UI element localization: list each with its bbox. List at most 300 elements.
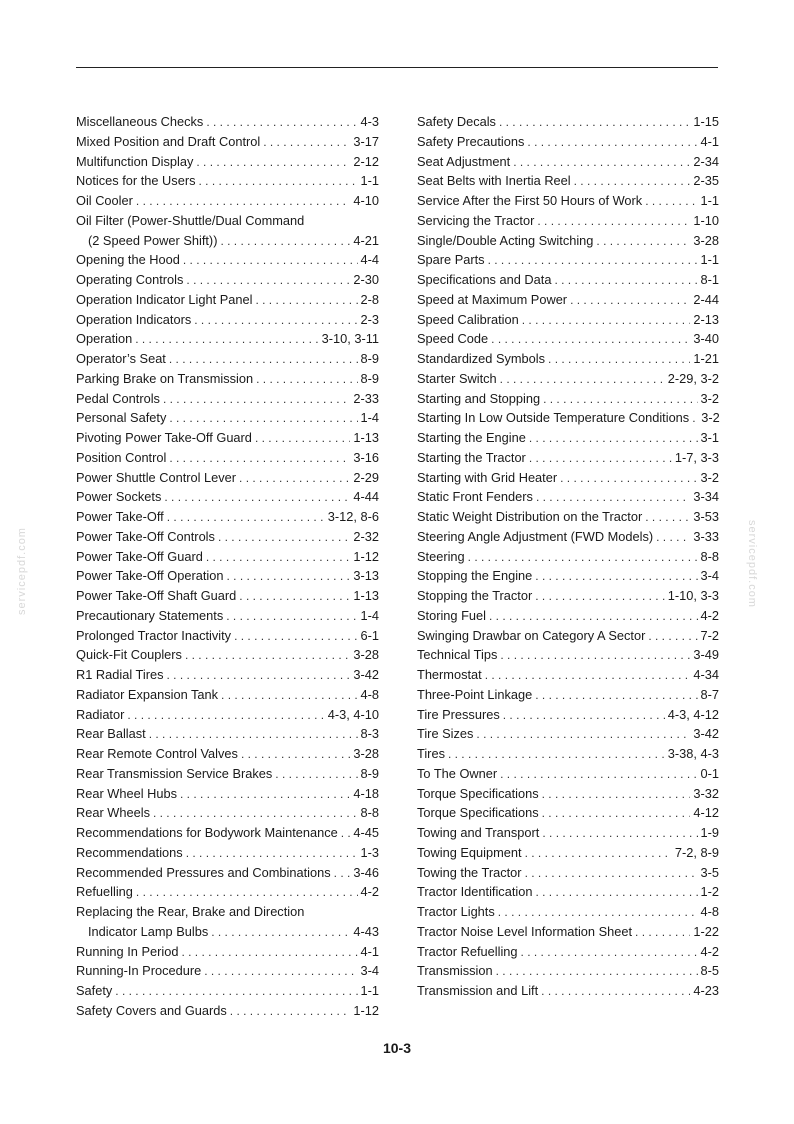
index-page-ref: 4-23 <box>693 983 719 998</box>
dot-leader <box>525 844 672 864</box>
index-term: Rear Wheels <box>76 805 150 821</box>
dot-leader <box>341 824 351 844</box>
index-entry <box>76 823 379 843</box>
dot-leader <box>239 469 350 489</box>
index-entry <box>417 724 719 744</box>
index-page-ref: 2-34 <box>693 153 719 169</box>
index-page-ref: 2-29 <box>353 469 379 485</box>
index-page-ref: 3-53 <box>693 509 719 524</box>
index-entry <box>76 645 379 665</box>
index-entry <box>76 626 379 646</box>
dot-leader <box>263 133 350 153</box>
index-term: To The Owner <box>417 765 498 781</box>
index-term: Rear Remote Control Valves <box>76 746 238 761</box>
index-term: Starting the Engine <box>417 430 526 445</box>
index-page-ref: 1-7, 3-3 <box>674 449 719 465</box>
index-page-ref: 4-3, 4-12 <box>667 706 719 722</box>
dot-leader <box>186 844 358 864</box>
index-term: Servicing the Tractor <box>417 212 535 228</box>
index-term: Speed Calibration <box>417 311 519 327</box>
dot-leader <box>513 153 690 173</box>
index-term: Starter Switch <box>417 370 497 386</box>
index-term: Transmission <box>417 963 493 979</box>
index-entry <box>76 290 379 310</box>
index-page-ref: 3-2 <box>700 469 719 485</box>
dot-leader <box>275 765 357 785</box>
dot-leader <box>521 943 698 963</box>
index-term: Operator’s Seat <box>76 351 166 366</box>
dot-leader <box>196 153 350 173</box>
index-term: Radiator Expansion Tank <box>76 686 219 702</box>
index-term: Safety Covers and Guards <box>76 1002 227 1018</box>
index-entry <box>76 705 379 725</box>
index-entry <box>76 369 379 389</box>
index-page-ref: 2-30 <box>353 272 379 287</box>
index-entry <box>76 507 379 527</box>
index-term: (2 Speed Power Shift)) <box>88 232 218 248</box>
index-term: Replacing the Rear, Brake and Direction <box>76 904 305 919</box>
index-page-ref: 4-4 <box>360 252 379 268</box>
index-entry <box>417 981 719 1001</box>
dot-leader <box>164 488 350 508</box>
dot-leader <box>136 192 350 212</box>
index-term: Tractor Lights <box>417 904 495 919</box>
index-page-ref: 4-18 <box>353 785 379 801</box>
index-entry <box>76 744 379 764</box>
watermark-left: servicepdf.com <box>16 527 28 615</box>
index-entry <box>76 803 379 823</box>
index-term: Oil Cooler <box>76 193 133 208</box>
dot-leader <box>570 291 690 311</box>
index-page-ref: 8-9 <box>360 765 379 781</box>
index-term: Operating Controls <box>76 272 184 287</box>
index-term: Torque Specifications <box>417 805 539 821</box>
index-page-ref: 1-10, 3-3 <box>667 588 719 603</box>
index-entry <box>417 665 719 685</box>
index-page-ref: 1-1 <box>360 983 379 998</box>
index-term: Torque Specifications <box>417 785 539 801</box>
index-term: Towing Equipment <box>417 844 522 860</box>
index-term: Recommendations <box>76 844 183 860</box>
dot-leader <box>180 785 350 805</box>
index-term: Miscellaneous Checks <box>76 114 204 129</box>
index-page-ref: 4-44 <box>353 489 379 505</box>
index-entry <box>417 922 719 942</box>
dot-leader <box>183 251 358 271</box>
index-entry <box>417 507 719 527</box>
index-term: Tire Pressures <box>417 706 500 722</box>
dot-leader <box>498 903 698 923</box>
index-page-ref: 8-8 <box>700 548 719 564</box>
index-term: Static Front Fenders <box>417 489 533 505</box>
index-page-ref: 2-29, 3-2 <box>667 370 719 386</box>
index-entry <box>76 408 379 428</box>
index-entry <box>76 191 379 211</box>
index-term: Transmission and Lift <box>417 983 539 998</box>
index-term: Tire Sizes <box>417 726 474 742</box>
index-entry <box>76 606 379 626</box>
dot-leader <box>241 745 350 765</box>
index-page-ref: 8-8 <box>360 805 379 821</box>
index-page-ref: 2-13 <box>693 311 719 327</box>
index-page-ref: 1-4 <box>360 410 379 426</box>
index-term: Refuelling <box>76 884 133 900</box>
index-entry <box>417 547 719 567</box>
dot-leader <box>535 587 665 607</box>
dot-leader <box>169 409 357 429</box>
index-entry <box>76 487 379 507</box>
index-page-ref: 8-3 <box>360 726 379 742</box>
index-term: Power Take-Off Guard <box>76 548 203 564</box>
dot-leader <box>181 943 357 963</box>
index-term: Tractor Noise Level Information Sheet <box>417 923 633 939</box>
dot-leader <box>127 706 324 726</box>
dot-leader <box>448 745 665 765</box>
index-entry <box>76 527 379 547</box>
index-entry <box>76 586 379 606</box>
dot-leader <box>163 390 350 410</box>
index-page-ref: 1-12 <box>353 1002 379 1018</box>
index-term: Personal Safety <box>76 410 167 426</box>
index-term: Swinging Drawbar on Category A Sector <box>417 627 646 643</box>
index-entry <box>417 231 719 251</box>
dot-leader <box>185 646 350 666</box>
index-page-ref: 1-10 <box>693 212 719 228</box>
dot-leader <box>692 409 698 429</box>
index-page-ref: 4-2 <box>700 607 719 623</box>
index-page-ref: 8-7 <box>700 686 719 702</box>
index-page-ref: 3-49 <box>693 647 719 663</box>
dot-leader <box>496 962 698 982</box>
index-page-ref: 1-9 <box>700 825 719 840</box>
index-term: Parking Brake on Transmission <box>76 370 254 386</box>
index-term: Thermostat <box>417 667 482 682</box>
index-entry <box>76 211 379 251</box>
index-term: Multifunction Display <box>76 153 194 169</box>
index-term: Speed at Maximum Power <box>417 291 568 307</box>
index-entry <box>76 981 379 1001</box>
index-page-ref: 3-40 <box>693 331 719 347</box>
index-entry <box>417 250 719 270</box>
index-entry <box>417 132 719 152</box>
index-term: Prolonged Tractor Inactivity <box>76 627 232 643</box>
dot-leader <box>648 627 697 647</box>
index-entry <box>417 310 719 330</box>
index-term: Three-Point Linkage <box>417 686 533 702</box>
index-entry <box>417 705 719 725</box>
index-entry <box>76 428 379 448</box>
index-page-ref: 3-12, 8-6 <box>327 509 379 524</box>
index-entry <box>417 112 719 132</box>
dot-leader <box>153 804 358 824</box>
dot-leader <box>218 528 350 548</box>
index-term: Rear Transmission Service Brakes <box>76 765 273 781</box>
index-entry <box>76 310 379 330</box>
dot-leader <box>542 824 697 844</box>
index-page-ref: 3-2 <box>701 410 720 426</box>
index-entry <box>417 882 719 902</box>
dot-leader <box>535 567 697 587</box>
index-page-ref: 4-3 <box>360 114 379 129</box>
index-entry <box>417 389 719 409</box>
index-page-ref: 2-44 <box>693 291 719 307</box>
dot-leader <box>211 923 350 943</box>
index-page-ref: 3-4 <box>360 963 379 979</box>
index-entry <box>76 468 379 488</box>
index-term: Precautionary Statements <box>76 607 224 623</box>
dot-leader <box>525 864 698 884</box>
dot-leader <box>115 982 357 1002</box>
dot-leader <box>527 133 697 153</box>
index-entry <box>417 329 719 349</box>
index-entry <box>76 270 379 290</box>
dot-leader <box>476 725 690 745</box>
index-term: Operation <box>76 331 133 347</box>
dot-leader <box>220 232 350 252</box>
index-entry <box>76 724 379 744</box>
index-column-left <box>76 112 379 1021</box>
dot-leader <box>226 567 350 587</box>
index-entry <box>417 487 719 507</box>
index-entry <box>417 270 719 290</box>
index-page-ref: 4-2 <box>360 884 379 900</box>
index-entry <box>417 843 719 863</box>
index-page-ref: 4-34 <box>693 667 719 682</box>
index-term: Stopping the Tractor <box>417 588 533 603</box>
index-page-ref: 4-2 <box>700 943 719 959</box>
dot-leader <box>198 172 357 192</box>
index-page-ref: 1-1 <box>700 252 719 268</box>
index-term: R1 Radial Tires <box>76 667 164 682</box>
index-page-ref: 7-2, 8-9 <box>674 844 719 860</box>
dot-leader <box>596 232 690 252</box>
index-term: Specifications and Data <box>417 272 552 287</box>
index-page-ref: 3-42 <box>693 726 719 742</box>
index-term: Seat Adjustment <box>417 153 511 169</box>
index-page-ref: 1-22 <box>693 923 719 939</box>
index-entry <box>417 823 719 843</box>
dot-leader <box>166 666 350 686</box>
index-term: Single/Double Acting Switching <box>417 232 594 248</box>
index-page-ref: 3-5 <box>700 864 719 880</box>
index-page-ref: 1-1 <box>700 193 719 208</box>
dot-leader <box>554 271 697 291</box>
index-entry <box>76 547 379 567</box>
index-page-ref: 3-10, 3-11 <box>321 331 379 347</box>
index-term: Steering Angle Adjustment (FWD Models) <box>417 528 654 544</box>
dot-leader <box>234 627 357 647</box>
index-entry <box>417 586 719 606</box>
dot-leader <box>226 607 357 627</box>
index-term: Power Take-Off <box>76 509 164 524</box>
index-term: Starting In Low Outside Temperature Conditions <box>417 410 690 426</box>
dot-leader <box>239 587 350 607</box>
index-page-ref: 3-16 <box>353 449 379 465</box>
index-entry <box>417 961 719 981</box>
index-term: Stopping the Engine <box>417 568 533 584</box>
dot-leader <box>499 113 690 133</box>
dot-leader <box>548 350 690 370</box>
index-entry <box>76 784 379 804</box>
dot-leader <box>535 883 697 903</box>
index-term: Rear Ballast <box>76 726 146 742</box>
index-page-ref: 3-28 <box>353 647 379 663</box>
index-entry <box>76 329 379 349</box>
index-entry <box>417 744 719 764</box>
index-entry <box>76 171 379 191</box>
index-page-ref: 1-3 <box>360 844 379 860</box>
index-page-ref: 3-17 <box>353 133 379 149</box>
index-page-ref: 4-8 <box>700 904 719 919</box>
index-entry <box>76 132 379 152</box>
index-term: Position Control <box>76 449 167 465</box>
index-term: Steering <box>417 548 465 564</box>
index-entry <box>76 961 379 981</box>
dot-leader <box>169 350 358 370</box>
index-entry <box>417 645 719 665</box>
index-term: Power Sockets <box>76 489 162 505</box>
index-page-ref: 3-2 <box>700 390 719 406</box>
index-entry <box>76 250 379 270</box>
index-page-ref: 1-13 <box>353 588 379 603</box>
index-term: Opening the Hood <box>76 252 180 268</box>
index-page-ref: 8-5 <box>700 963 719 979</box>
dot-leader <box>255 429 350 449</box>
dot-leader <box>491 330 690 350</box>
index-entry <box>76 389 379 409</box>
index-entry <box>76 349 379 369</box>
index-page-ref: 2-3 <box>360 311 379 327</box>
dot-leader <box>645 192 697 212</box>
index-entry <box>76 902 379 942</box>
index-page-ref: 1-15 <box>693 114 719 129</box>
index-entry <box>417 428 719 448</box>
index-term: Storing Fuel <box>417 607 486 623</box>
dot-leader <box>485 666 691 686</box>
dot-leader <box>536 488 690 508</box>
dot-leader <box>230 1002 351 1022</box>
dot-leader <box>488 251 698 271</box>
index-page-ref: 1-13 <box>353 430 379 445</box>
index-page-ref: 3-33 <box>693 528 719 544</box>
dot-leader <box>206 548 351 568</box>
index-entry <box>76 882 379 902</box>
index-entry <box>76 448 379 468</box>
index-term: Running In Period <box>76 943 179 959</box>
index-entry <box>417 566 719 586</box>
header-rule <box>76 67 718 68</box>
dot-leader <box>194 311 357 331</box>
dot-leader <box>656 528 690 548</box>
dot-leader <box>186 271 350 291</box>
index-entry <box>417 152 719 172</box>
dot-leader <box>221 686 357 706</box>
index-entry <box>76 566 379 586</box>
index-page-ref: 4-10 <box>353 193 379 208</box>
index-entry <box>417 211 719 231</box>
index-entry <box>417 784 719 804</box>
index-page-ref: 3-1 <box>700 430 719 445</box>
index-entry <box>76 1001 379 1021</box>
index-page-ref: 3-34 <box>693 489 719 505</box>
dot-leader <box>535 686 697 706</box>
index-page-ref: 3-42 <box>353 667 379 682</box>
dot-leader <box>468 548 698 568</box>
index-term: Safety <box>76 983 113 998</box>
index-term: Static Weight Distribution on the Tractor <box>417 509 643 524</box>
index-entry <box>417 448 719 468</box>
dot-leader <box>543 390 697 410</box>
index-term: Mixed Position and Draft Control <box>76 133 261 149</box>
index-page-ref: 4-45 <box>353 825 379 840</box>
dot-leader <box>169 449 350 469</box>
index-term: Running-In Procedure <box>76 963 202 979</box>
index-term: Operation Indicator Light Panel <box>76 291 253 307</box>
index-term: Pivoting Power Take-Off Guard <box>76 430 252 445</box>
index-term: Speed Code <box>417 331 489 347</box>
dot-leader <box>522 311 691 331</box>
dot-leader <box>135 330 318 350</box>
index-term: Tractor Refuelling <box>417 943 518 959</box>
index-entry <box>417 863 719 883</box>
index-entry <box>76 863 379 883</box>
watermark-right: servicepdf.com <box>746 520 758 608</box>
index-term: Power Take-Off Shaft Guard <box>76 588 237 603</box>
index-page-ref: 2-8 <box>360 291 379 307</box>
index-page-ref: 1-2 <box>700 884 719 900</box>
index-page-ref: 3-38, 4-3 <box>667 746 719 761</box>
dot-leader <box>255 291 357 311</box>
dot-leader <box>256 370 357 390</box>
index-page-ref: 0-1 <box>700 765 719 781</box>
index-page-ref: 1-12 <box>353 548 379 564</box>
index-entry <box>417 527 719 547</box>
index-term: Power Shuttle Control Lever <box>76 469 237 485</box>
index-page-ref: 6-1 <box>360 627 379 643</box>
index-entry <box>76 942 379 962</box>
index-page-ref: 4-21 <box>353 232 379 248</box>
index-page-ref: 2-33 <box>353 390 379 406</box>
index-term: Quick-Fit Couplers <box>76 647 182 663</box>
index-entry <box>417 171 719 191</box>
index-term: Safety Precautions <box>417 133 525 149</box>
dot-leader <box>489 607 698 627</box>
dot-leader <box>149 725 358 745</box>
index-page-ref: 2-12 <box>353 153 379 169</box>
index-page-ref: 3-4 <box>700 568 719 584</box>
index-term: Towing and Transport <box>417 825 540 840</box>
index-term: Seat Belts with Inertia Reel <box>417 173 571 189</box>
index-term: Service After the First 50 Hours of Work <box>417 193 643 208</box>
index-page-ref: 1-1 <box>360 173 379 189</box>
index-term: Starting with Grid Heater <box>417 469 558 485</box>
index-entry <box>417 468 719 488</box>
dot-leader <box>529 429 698 449</box>
index-term: Tires <box>417 746 445 761</box>
dot-leader <box>537 212 690 232</box>
index-term: Safety Decals <box>417 114 496 129</box>
index-entry <box>417 349 719 369</box>
dot-leader <box>206 113 357 133</box>
dot-leader <box>167 508 325 528</box>
dot-leader <box>334 864 351 884</box>
dot-leader <box>560 469 697 489</box>
index-term: Recommendations for Bodywork Maintenance <box>76 825 338 840</box>
index-term: Starting and Stopping <box>417 390 541 406</box>
index-term: Operation Indicators <box>76 311 192 327</box>
index-entry <box>417 764 719 784</box>
index-entry <box>76 152 379 172</box>
